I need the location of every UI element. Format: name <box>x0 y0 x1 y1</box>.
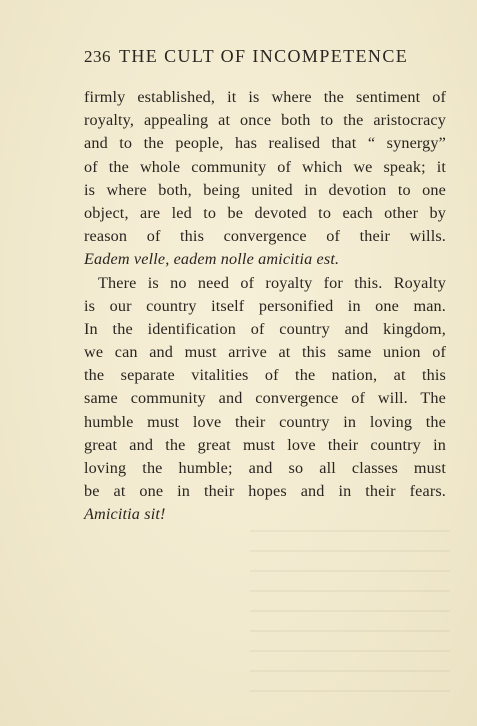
text-line: royalty, appealing at once both to the aristocracy <box>84 111 446 130</box>
text-line: humble must love their country in loving the <box>84 412 446 431</box>
text-line: great and the great must love their country in <box>84 435 446 454</box>
text-line: of the whole community of which we speak; it <box>84 157 446 176</box>
text-line: reason of this convergence of their wills. <box>84 227 446 246</box>
page-number: 236 <box>84 47 111 66</box>
text-line: same community and convergence of will. The <box>84 389 446 408</box>
text-line: is our country itself personified in one man. <box>84 296 446 315</box>
text-line: object, are led to be devoted to each other by <box>84 203 446 222</box>
text-line: and to the people, has realised that “ synergy” <box>84 134 446 153</box>
paragraph-1 <box>84 86 446 272</box>
running-title: THE CULT OF INCOMPETENCE <box>119 46 409 66</box>
body-text <box>84 86 446 527</box>
text-line: be at one in their hopes and in their fears. <box>84 482 446 501</box>
paper-show-through <box>250 530 450 700</box>
text-line: we can and must arrive at this same union of <box>84 343 446 362</box>
text-line: firmly established, it is where the sentiment of <box>84 88 446 106</box>
latin-closing: Amicitia sit! <box>84 505 166 524</box>
text-line: is where both, being united in devotion to one <box>84 180 446 199</box>
text-line: loving the humble; and so all classes must <box>84 459 446 477</box>
text-line: In the identification of country and kingdom, <box>84 319 446 338</box>
text-line: the separate vitalities of the nation, at this <box>84 366 446 385</box>
page-header <box>84 46 446 67</box>
text-line: There is no need of royalty for this. Royalty <box>98 273 446 292</box>
latin-quotation: Eadem velle, eadem nolle amicitia est. <box>84 250 340 269</box>
paragraph-2 <box>84 272 446 527</box>
